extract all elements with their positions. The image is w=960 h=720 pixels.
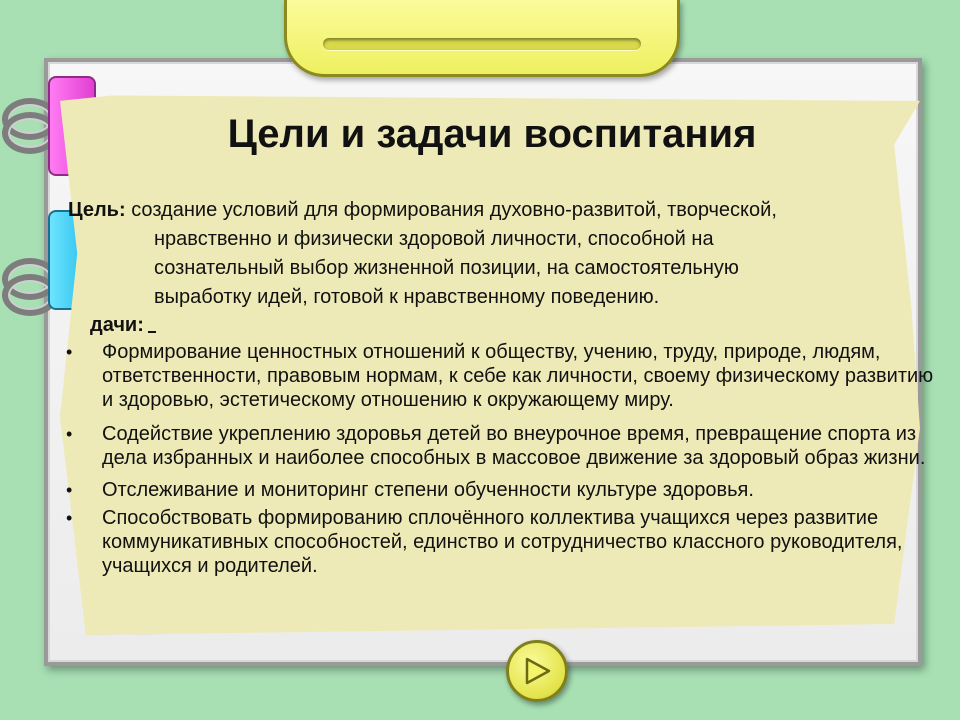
page-title: Цели и задачи воспитания <box>227 112 757 156</box>
goal-line: выработку идей, готовой к нравственному поведению. <box>154 286 660 308</box>
play-arrow-icon <box>519 653 555 689</box>
goal-line: создание условий для формирования духовно-развитой, творческой, <box>131 199 777 221</box>
next-slide-button[interactable] <box>506 640 568 702</box>
goal-label: Цель: <box>68 199 126 221</box>
binder-clip <box>284 0 680 77</box>
tasks-label: дачи: <box>90 314 156 337</box>
goal-line: нравственно и физически здоровой личности, способной на <box>154 228 714 250</box>
list-item: • Способствовать формированию сплочённого коллектива учащихся через развитие коммуникативных способностей, единство и сотрудничество классного руководителя, учащихся и родителей. <box>64 506 934 578</box>
list-item: • Формирование ценностных отношений к обществу, учению, труду, природе, людям, ответственности, правовым нормам, к себе как личности, своему физическому развитию и здоровью, эстетическому отношению к окружающему миру. <box>64 340 934 412</box>
goal-text <box>68 196 948 312</box>
list-item: • Содействие укреплению здоровья детей во внеурочное время, превращение спорта из дела избранных и наиболее способных в массовое движение за здоровый образ жизни. <box>64 422 934 470</box>
goal-line: сознательный выбор жизненной позиции, на самостоятельную <box>154 257 739 279</box>
list-item: • Отслеживание и мониторинг степени обученности культуре здоровья. <box>64 478 934 502</box>
clip-slot <box>323 38 641 50</box>
tasks-list <box>64 340 934 580</box>
